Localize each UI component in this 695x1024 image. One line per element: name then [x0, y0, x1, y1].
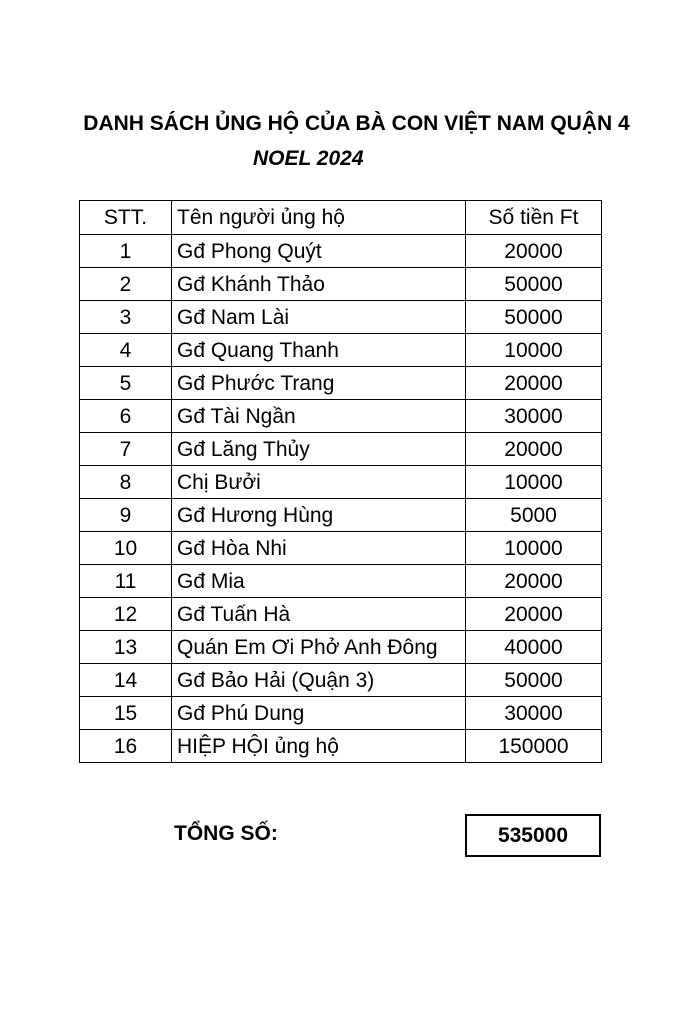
row-stt: 10 [80, 532, 172, 565]
row-amount: 30000 [466, 697, 602, 730]
row-donor-name: Gđ Hòa Nhi [172, 532, 466, 565]
row-amount: 5000 [466, 499, 602, 532]
row-amount: 20000 [466, 598, 602, 631]
donor-table-body [80, 201, 602, 763]
row-stt: 5 [80, 367, 172, 400]
row-stt: 4 [80, 334, 172, 367]
row-amount: 30000 [466, 400, 602, 433]
row-stt: 13 [80, 631, 172, 664]
table-row [80, 664, 602, 697]
row-donor-name: Gđ Bảo Hải (Quận 3) [172, 664, 466, 697]
row-amount: 40000 [466, 631, 602, 664]
table-row [80, 400, 602, 433]
row-donor-name: Chị Bưởi [172, 466, 466, 499]
total-label: TỔNG SỐ: [174, 822, 278, 845]
row-stt: 9 [80, 499, 172, 532]
header-stt: STT. [80, 201, 172, 235]
row-amount: 50000 [466, 664, 602, 697]
row-amount: 20000 [466, 433, 602, 466]
row-stt: 11 [80, 565, 172, 598]
table-row [80, 565, 602, 598]
row-donor-name: Gđ Tuấn Hà [172, 598, 466, 631]
row-stt: 1 [80, 235, 172, 268]
table-row [80, 301, 602, 334]
row-amount: 50000 [466, 301, 602, 334]
row-donor-name: Gđ Nam Lài [172, 301, 466, 334]
row-amount: 20000 [466, 367, 602, 400]
row-donor-name: Gđ Phong Quýt [172, 235, 466, 268]
row-stt: 7 [80, 433, 172, 466]
total-value-box [465, 814, 601, 857]
table-row [80, 598, 602, 631]
row-donor-name: Gđ Khánh Thảo [172, 268, 466, 301]
row-donor-name: Gđ Hương Hùng [172, 499, 466, 532]
document-subtitle: NOEL 2024 [253, 147, 364, 170]
row-donor-name: Gđ Phước Trang [172, 367, 466, 400]
row-donor-name: Quán Em Ơi Phở Anh Đông [172, 631, 466, 664]
row-stt: 16 [80, 730, 172, 763]
row-amount: 10000 [466, 532, 602, 565]
row-donor-name: Gđ Quang Thanh [172, 334, 466, 367]
row-donor-name: HIỆP HỘI ủng hộ [172, 730, 466, 763]
table-header-row [80, 201, 602, 235]
donor-table [79, 200, 602, 763]
row-stt: 12 [80, 598, 172, 631]
table-row [80, 268, 602, 301]
header-amount: Số tiền Ft [466, 201, 602, 235]
row-amount: 20000 [466, 565, 602, 598]
table-row [80, 532, 602, 565]
row-amount: 20000 [466, 235, 602, 268]
table-row [80, 730, 602, 763]
table-row [80, 466, 602, 499]
table-row [80, 235, 602, 268]
row-amount: 10000 [466, 334, 602, 367]
table-row [80, 499, 602, 532]
table-row [80, 433, 602, 466]
table-row [80, 631, 602, 664]
row-donor-name: Gđ Tài Ngần [172, 400, 466, 433]
row-stt: 14 [80, 664, 172, 697]
header-name: Tên người ủng hộ [172, 201, 466, 235]
table-row [80, 334, 602, 367]
total-value: 535000 [497, 823, 569, 847]
row-amount: 50000 [466, 268, 602, 301]
row-amount: 10000 [466, 466, 602, 499]
row-donor-name: Gđ Phú Dung [172, 697, 466, 730]
table-row [80, 697, 602, 730]
row-donor-name: Gđ Lăng Thủy [172, 433, 466, 466]
row-donor-name: Gđ Mia [172, 565, 466, 598]
row-stt: 6 [80, 400, 172, 433]
row-stt: 15 [80, 697, 172, 730]
row-stt: 3 [80, 301, 172, 334]
row-stt: 8 [80, 466, 172, 499]
row-stt: 2 [80, 268, 172, 301]
table-row [80, 367, 602, 400]
document-title: DANH SÁCH ỦNG HỘ CỦA BÀ CON VIỆT NAM QUẬN 4 [83, 112, 630, 135]
row-amount: 150000 [466, 730, 602, 763]
